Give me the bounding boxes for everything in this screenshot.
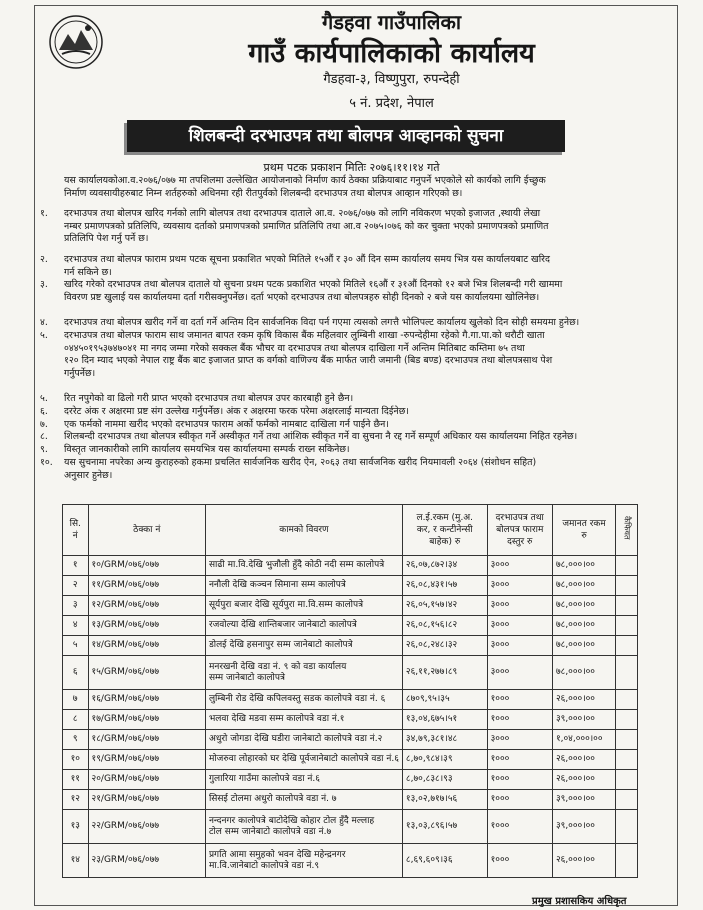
clause-number: ८. — [40, 431, 48, 442]
table-row — [63, 636, 638, 656]
table-row — [63, 730, 638, 750]
cell-form-fee: ३००० — [487, 656, 552, 690]
clause-text: विस्तृत जानकारीको लागि कार्यालय समयभित्र यस कार्यालयमा सम्पर्क राख्न सकिनेछ। — [64, 444, 350, 455]
cell-remarks — [616, 810, 638, 844]
cell-serial: ९ — [63, 730, 89, 750]
cell-remarks — [616, 556, 638, 576]
table-body — [63, 556, 638, 878]
cell-remarks — [616, 576, 638, 596]
cell-remarks — [616, 616, 638, 636]
cell-cost-estimate: ३४,७९,३८१।४८ — [402, 730, 487, 750]
cell-form-fee: १००० — [487, 690, 552, 710]
clause-number: ५. — [40, 393, 48, 404]
cell-work-description: डोलई देखि हसनापुर सम्म जानेबाटो कालोपत्रे — [205, 636, 402, 656]
cell-work-description: अधुरो जोगडा देखि घडीरा जानेबाटो कालोपत्रे वडा नं.२ — [205, 730, 402, 750]
clause-number: ५. — [40, 330, 48, 341]
cell-form-fee: १००० — [487, 844, 552, 878]
office-province: ५ नं. प्रदेश, नेपाल — [349, 96, 434, 111]
cell-remarks — [616, 770, 638, 790]
clause-text: शिलबन्दी दरभाउपत्र तथा बोलपत्र स्वीकृत गर्ने अस्वीकृत गर्ने तथा आंशिक स्वीकृत गर्ने वा सुचना नै रद्द गर्ने सम्पूर्ण अधिकार यस कार्यालयमा निहित रहनेछ। — [64, 431, 578, 442]
cell-serial: ८ — [63, 710, 89, 730]
cell-serial: १० — [63, 750, 89, 770]
col-header-work-description: कामको विवरण — [205, 505, 402, 556]
cell-contract-no: १२/GRM/०७६/०७७ — [88, 596, 205, 616]
cell-bid-security: ७८,०००।०० — [552, 596, 615, 616]
cell-work-description: साढी मा.वि.देखि भुजौली हुँदै कोठी नदी सम्म कालोपत्रे — [205, 556, 402, 576]
cell-serial: ५ — [63, 636, 89, 656]
cell-cost-estimate: २६,०५,१५७।४२ — [402, 596, 487, 616]
clause-number: १. — [40, 208, 48, 219]
table-row — [63, 690, 638, 710]
cell-form-fee: ३००० — [487, 596, 552, 616]
table-row — [63, 576, 638, 596]
cell-bid-security: २६,०००।०० — [552, 770, 615, 790]
table-row — [63, 656, 638, 690]
cell-cost-estimate: ८,७०,९८४।३९ — [402, 750, 487, 770]
cell-work-description: भलवा देखि मडवा सम्म कालोपत्रे वडा नं.१ — [205, 710, 402, 730]
clause-number: ६. — [40, 406, 48, 417]
cell-bid-security: ३९,०००।०० — [552, 790, 615, 810]
cell-contract-no: २१/GRM/०७६/०७७ — [88, 790, 205, 810]
cell-contract-no: १९/GRM/०७६/०७७ — [88, 750, 205, 770]
clause-text: दररेट अंक र अक्षरमा प्रष्ट संग उल्लेख गर्नुपर्नेछ। अंक र अक्षरमा फरक परेमा अक्षरलाई मान्यता दिईनेछ। — [64, 406, 409, 417]
cell-contract-no: १०/GRM/०७६/०७७ — [88, 556, 205, 576]
cell-contract-no: ११/GRM/०७६/०७७ — [88, 576, 205, 596]
cell-work-description: सूर्यपुरा बजार देखि सूर्यपुरा मा.वि.सम्म कालोपत्रे — [205, 596, 402, 616]
cell-form-fee: १००० — [487, 750, 552, 770]
cell-cost-estimate: १३,०२,७१७।५६ — [402, 790, 487, 810]
cell-work-description: मनरखनी देखि वडा नं. ९ को वडा कार्यालय सम्म जानेबाटो कालोपत्रे — [205, 656, 402, 690]
clause-number: १०. — [40, 457, 53, 468]
cell-remarks — [616, 710, 638, 730]
cell-work-description: गुलारिया गाउँमा कालोपत्रे वडा नं.६ — [205, 770, 402, 790]
cell-cost-estimate: २६,०७,८७२।३४ — [402, 556, 487, 576]
cell-serial: ११ — [63, 770, 89, 790]
cell-remarks — [616, 690, 638, 710]
table-row — [63, 596, 638, 616]
cell-bid-security: १,०४,०००।०० — [552, 730, 615, 750]
table-row — [63, 810, 638, 844]
table-row — [63, 750, 638, 770]
cell-contract-no: १७/GRM/०७६/०७७ — [88, 710, 205, 730]
cell-bid-security: ७८,०००।०० — [552, 556, 615, 576]
cell-cost-estimate: २६,०८,१५६।८२ — [402, 616, 487, 636]
cell-remarks — [616, 844, 638, 878]
clause-number: ७. — [40, 419, 48, 430]
cell-work-description: मोजरुवा लोहारको घर देखि पूर्वजानेबाटो कालोपत्रे वडा नं.६ — [205, 750, 402, 770]
cell-contract-no: २२/GRM/०७६/०७७ — [88, 810, 205, 844]
cell-remarks — [616, 636, 638, 656]
clause-number: ४. — [40, 317, 48, 328]
cell-serial: १ — [63, 556, 89, 576]
cell-bid-security: ३९,०००।०० — [552, 810, 615, 844]
cell-remarks — [616, 596, 638, 616]
municipality-name: गैडहवा गाउँपालिका — [321, 10, 462, 34]
office-address: गैडहवा-३, विष्णुपुरा, रुपन्देही — [323, 72, 460, 87]
table-row — [63, 790, 638, 810]
cell-work-description: रजवोल्या देखि शान्तिबजार जानेबाटो कालोपत्रे — [205, 616, 402, 636]
cell-cost-estimate: २६,०८,४३१।५७ — [402, 576, 487, 596]
clause-number: ३. — [40, 279, 48, 290]
cell-form-fee: ३००० — [487, 576, 552, 596]
clause-text: दरभाउपत्र तथा बोलपत्र फाराम प्रथम पटक सूचना प्रकाशित भएको मितिले १५औं र ३० औं दिन सम्म कार्यालय समय भित्र यस कार्यालयबाट खरिद गर्न सकिने छ। — [64, 254, 550, 278]
cell-cost-estimate: ८७०९,९५।३५ — [402, 690, 487, 710]
cell-serial: ७ — [63, 690, 89, 710]
cell-work-description: नन्दनगर कालोपत्रे बाटोदेखि कोहार टोल हुँदै मल्लाह टोल सम्म जानेबाटो कालोपत्रे वडा नं.७ — [205, 810, 402, 844]
clause-text: रित नपुगेको वा ढिलो गरी प्राप्त भएको दरभाउपत्र तथा बोलपत्र उपर कारबाही हुने छैन। — [64, 393, 354, 404]
cell-form-fee: १००० — [487, 790, 552, 810]
cell-remarks — [616, 750, 638, 770]
cell-cost-estimate: २६,०८,२४८।३२ — [402, 636, 487, 656]
cell-contract-no: १८/GRM/०७६/०७७ — [88, 730, 205, 750]
clause-text: खरिद गरेको दरभाउपत्र तथा बोलपत्र दाताले यो सुचना प्रथम पटक प्रकाशित भएको मितिले १६औं र ३१औं दिनको १२ बजे भित्र शिलबन्दी गरी खाममा विवरण प्रष्ट खुलाई यस कार्यालयमा दर्ता गरीसक्नुपर्नेछ। दर्ता भएको दरभाउपत्र तथा बोलपत्रहरु सोही दिनको २ बजे यस कार्यालयमा खोलिनेछ। — [64, 279, 563, 303]
cell-cost-estimate: २६,११,२७७।८९ — [402, 656, 487, 690]
clause-text: एक फर्मको नाममा खरीद भएको दरभाउपत्र फाराम अर्को फर्मको नामबाट दाखिला गर्न पाईने छैन। — [64, 419, 389, 430]
clause-text: दरभाउपत्र तथा बोलपत्र खरीद गर्ने वा दर्ता गर्ने अन्तिम दिन सार्वजनिक विदा पर्न गएमा त्यसको लगत्तै भोलिपल्ट कार्यालय खुलेको दिन सोही समयमा हुनेछ। — [64, 317, 580, 328]
cell-bid-security: ७८,०००।०० — [552, 616, 615, 636]
cell-form-fee: ३००० — [487, 556, 552, 576]
cell-serial: १४ — [63, 844, 89, 878]
cell-bid-security: २६,०००।०० — [552, 750, 615, 770]
cell-bid-security: २६,०००।०० — [552, 690, 615, 710]
cell-form-fee: ३००० — [487, 730, 552, 750]
col-header-bid-security: जमानत रकम रु — [552, 505, 615, 556]
cell-form-fee: ३००० — [487, 636, 552, 656]
cell-cost-estimate: ८,७०,८३८।९३ — [402, 770, 487, 790]
clause-number: २. — [40, 254, 48, 265]
cell-work-description: ननौली देखि कञ्चन सिमाना सम्म कालोपत्रे — [205, 576, 402, 596]
cell-contract-no: १३/GRM/०७६/०७७ — [88, 616, 205, 636]
notice-title-banner: शिलबन्दी दरभाउपत्र तथा बोलपत्र आव्हानको सुचना — [127, 120, 565, 152]
cell-serial: १२ — [63, 790, 89, 810]
cell-remarks — [616, 656, 638, 690]
intro-paragraph: यस कार्यालयकोआ.व.२०७६/०७७ मा तपशिलमा उल्लेखित आयोजनाको निर्माण कार्य ठेक्का प्रक्रियाबाट गनुपर्ने भएकोले सो कार्यको लागि ईच्छुक निर्माण व्यवसायीहरुबाट निम्न शर्तहरुको अधिनमा रही रीतपुर्वको शिलबन्दी दरभाउपत्र तथा बोलपत्र आव्हान गरिएको छ। — [64, 175, 546, 199]
cell-cost-estimate: ८,६९,६०९।३६ — [402, 844, 487, 878]
table-row — [63, 710, 638, 730]
cell-form-fee: १००० — [487, 770, 552, 790]
cell-bid-security: ३९,०००।०० — [552, 710, 615, 730]
clause-text: यस सुचनामा नपरेका अन्य कुराहरुको हकमा प्रचलित सार्वजनिक खरीद ऐन, २०६३ तथा सार्वजनिक खरीद नियमावली २०६४ (संशोधन सहित) अनुसार हुनेछ। — [64, 457, 537, 481]
cell-remarks — [616, 730, 638, 750]
cell-cost-estimate: १३,०३,८९६।५७ — [402, 810, 487, 844]
table-header-row — [63, 505, 638, 556]
col-header-form-fee: दरभाउपत्र तथा बोलपत्र फाराम दस्तुर रु — [487, 505, 552, 556]
col-header-remarks: कैफियत — [616, 505, 638, 556]
clause-text: दरभाउपत्र तथा बोलपत्र खरिद गर्नको लागि बोलपत्र तथा दरभाउपत्र दाताले आ.व. २०७६/०७७ को लागि नविकरण भएको इजाजत ,स्थायी लेखा नम्बर प्रमाणपत्रको प्रतिलिपि, व्यवसाय दर्ताको प्रमाणपत्रको प्रमाणित प्रतिलिपि तथा आ.व २०७५।०७६ को कर चुक्ता भएको प्रमाणपत्रको प्रमाणित प्रतिलिपि पेश गर्नु पर्ने छ। — [64, 208, 549, 245]
cell-contract-no: १५/GRM/०७६/०७७ — [88, 656, 205, 690]
cell-serial: ४ — [63, 616, 89, 636]
col-header-contract-no: ठेक्का नं — [88, 505, 205, 556]
table-row — [63, 556, 638, 576]
cell-work-description: सिसई टोलमा अधुरो कालोपत्रे वडा नं. ७ — [205, 790, 402, 810]
publish-date: प्रथम पटक प्रकाशन मितिः २०७६।११।१४ गते — [263, 161, 440, 174]
cell-work-description: प्रगति आमा समुहको भवन देखि महेन्द्रनगर मा.वि.जानेबाटो कालोपत्रे वडा नं.९ — [205, 844, 402, 878]
cell-bid-security: ७८,०००।०० — [552, 576, 615, 596]
cell-contract-no: १४/GRM/०७६/०७७ — [88, 636, 205, 656]
cell-contract-no: २३/GRM/०७६/०७७ — [88, 844, 205, 878]
signature-title: प्रमुख प्रशासकिय अधिकृत — [532, 896, 627, 907]
cell-form-fee: ३००० — [487, 616, 552, 636]
table-row — [63, 616, 638, 636]
cell-work-description: लुम्बिनी रोड देखि कपिलवस्तु सडक कालोपत्रे वडा नं. ६ — [205, 690, 402, 710]
cell-contract-no: १६/GRM/०७६/०७७ — [88, 690, 205, 710]
table-row — [63, 770, 638, 790]
cell-serial: ६ — [63, 656, 89, 690]
cell-bid-security: ७८,०००।०० — [552, 636, 615, 656]
cell-form-fee: १००० — [487, 710, 552, 730]
contract-table — [62, 504, 638, 878]
clause-number: ९. — [40, 444, 48, 455]
cell-bid-security: २६,०००।०० — [552, 844, 615, 878]
cell-bid-security: ७८,०००।०० — [552, 656, 615, 690]
col-header-cost-estimate: ल.ई.रकम (मु.अ. कर, र कन्टीनेन्सी बाहेक) रु — [402, 505, 487, 556]
clause-text: दरभाउपत्र तथा बोलपत्र फाराम साथ जमानत बापत रकम कृषि विकास बैंक महिलवार लुम्बिनी शाखा -रुपन्देहीमा रहेको गै.गा.पा.को धरौटी खाता ०४४५०१९५३७४७०४१ मा नगद जम्मा गरेको सक्कल बैंक भौचर वा दरभाउपत्र तथा बोलपत्र दाखिला गर्ने अन्तिम मितिबाट कम्तिमा ७५ तथा १२० दिन म्याद भएको नेपाल राष्ट्र बैंक बाट इजाजत प्राप्त क वर्गको वाणिज्य बैंक मार्फत जारी जमानी (बिड बण्ड) दरभाउपत्र तथा बोलपत्रसाथ पेश गर्नुपर्नेछ। — [64, 330, 553, 379]
cell-contract-no: २०/GRM/०७६/०७७ — [88, 770, 205, 790]
cell-remarks — [616, 790, 638, 810]
cell-serial: ३ — [63, 596, 89, 616]
office-name: गाउँ कार्यपालिकाको कार्यालय — [248, 38, 535, 69]
col-header-serial: सि. नं — [63, 505, 89, 556]
cell-form-fee: १००० — [487, 810, 552, 844]
cell-serial: २ — [63, 576, 89, 596]
cell-cost-estimate: १३,०४,६७५।५१ — [402, 710, 487, 730]
cell-serial: १३ — [63, 810, 89, 844]
table-row — [63, 844, 638, 878]
